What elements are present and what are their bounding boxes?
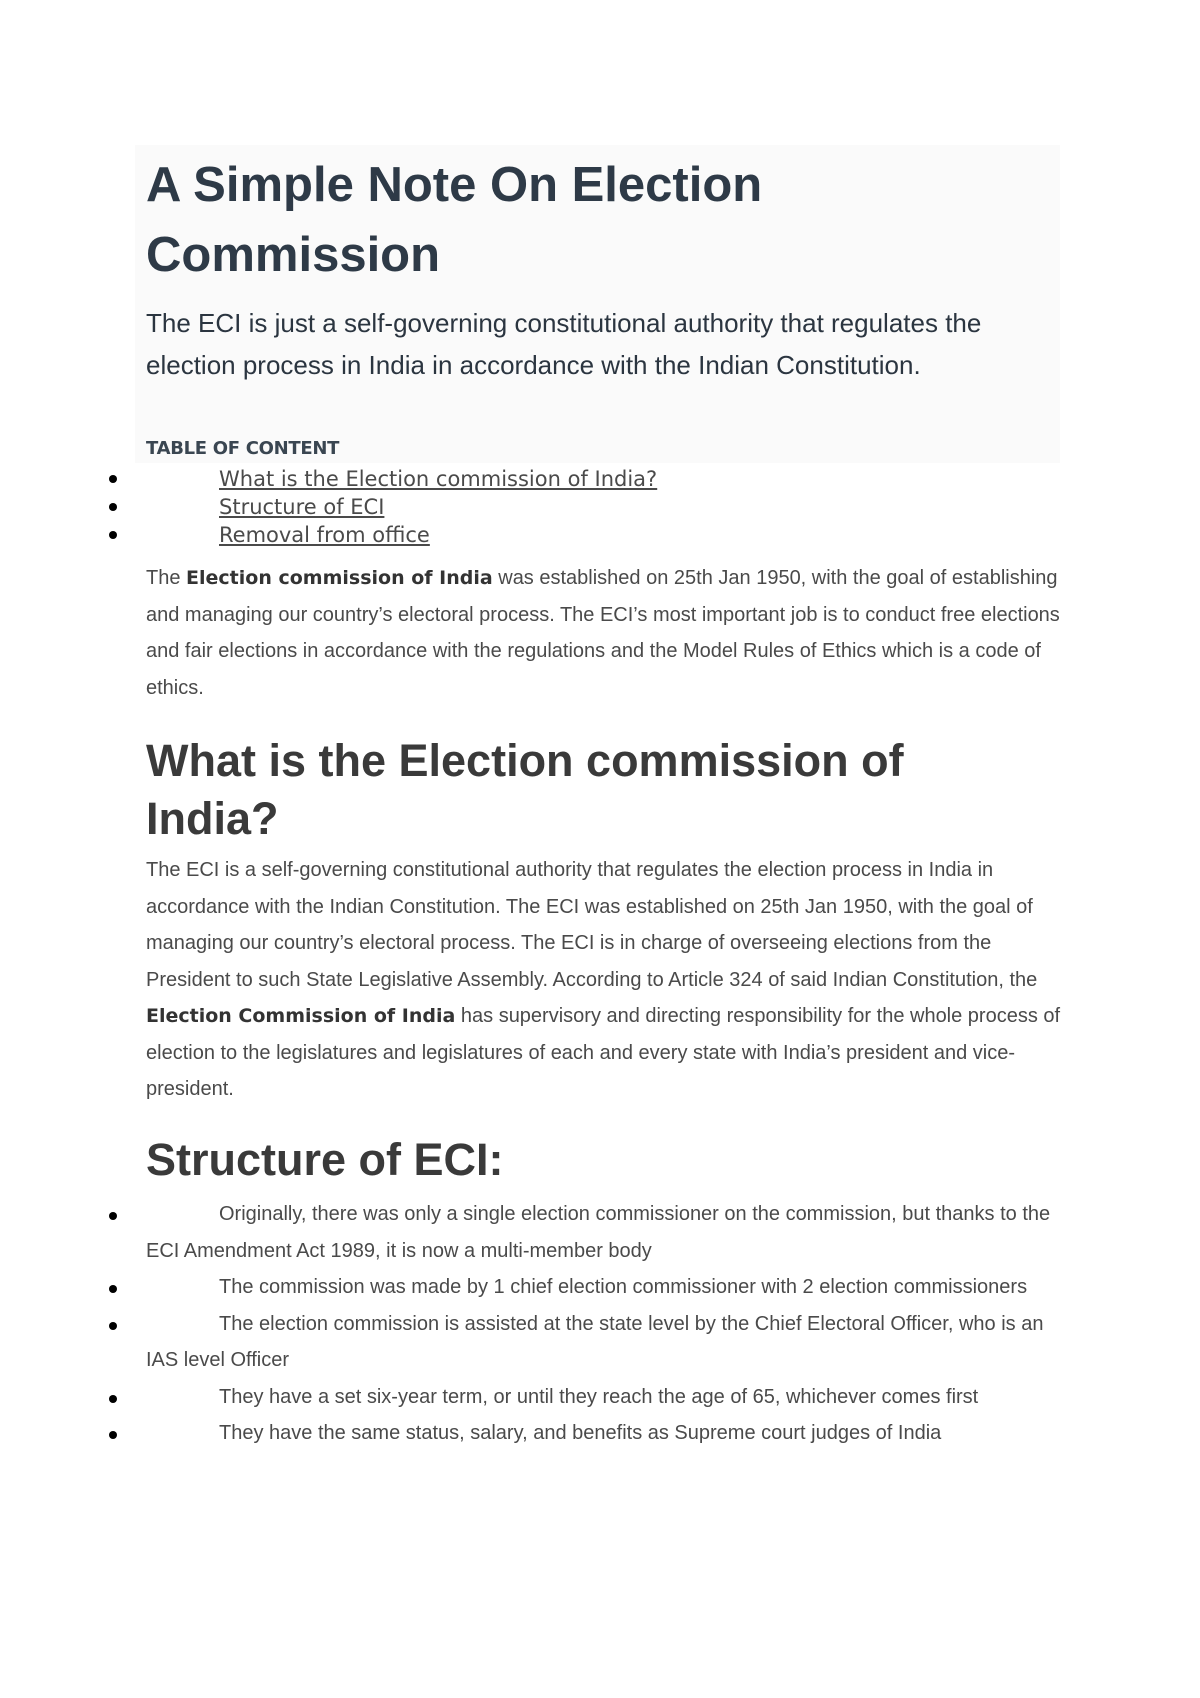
section-heading-what-is-eci: What is the Election commission of India?: [146, 735, 904, 844]
list-item-text: The election commission is assisted at the state level by the Chief Electoral Officer, who is an IAS level Officer: [146, 1312, 1044, 1371]
bullet-icon: [109, 531, 117, 539]
list-item: [0, 1379, 1066, 1416]
what-text-before: The ECI is a self-governing constitutional authority that regulates the election process in India in accordance with the Indian Constitution. The ECI was established on 25th Jan 1950, with the goal of managing our country’s electoral process. The ECI is in charge of overseeing elections from the President to such State Legislative Assembly. According to Article 324 of said Indian Constitution, the: [146, 859, 1038, 991]
what-text-after: has supervisory and directing responsibility for the whole process of election to the legislatures and legislatures of each and every state with India’s president and vice-president.: [146, 1005, 1061, 1100]
lead-paragraph: The ECI is just a self-governing constitutional authority that regulates the election process in India in accordance with the Indian Constitution.: [146, 308, 982, 380]
bullet-icon: [109, 475, 117, 483]
toc-heading: TABLE OF CONTENT: [146, 438, 340, 459]
list-item-text: They have the same status, salary, and benefits as Supreme court judges of India: [219, 1422, 942, 1444]
section-heading-structure: Structure of ECI:: [146, 1134, 504, 1185]
what-bold-term: Election Commission of India: [146, 1005, 456, 1027]
toc-item: [0, 494, 1200, 522]
toc-link-what-is-eci[interactable]: What is the Election commission of India?: [219, 467, 658, 491]
bullet-icon: [109, 1285, 117, 1293]
table-of-contents: [0, 466, 1200, 550]
bullet-icon: [109, 1322, 117, 1330]
intro-text-after: was established on 25th Jan 1950, with the goal of establishing and managing our country’s electoral process. The ECI’s most important job is to conduct free elections and fair elections in accordance with the regulations and the Model Rules of Ethics which is a code of ethics.: [146, 567, 1060, 699]
toc-item: [0, 522, 1200, 550]
list-item: [0, 1306, 1066, 1379]
list-item-text: They have a set six-year term, or until they reach the age of 65, whichever comes first: [219, 1385, 979, 1408]
toc-link-structure[interactable]: Structure of ECI: [219, 495, 385, 519]
structure-list: [0, 1196, 1200, 1452]
bullet-icon: [109, 1395, 117, 1403]
bullet-icon: [109, 1212, 117, 1220]
list-item: [0, 1415, 1066, 1452]
what-is-eci-paragraph: [146, 852, 1066, 1108]
intro-text-before: The: [146, 567, 187, 589]
list-item: [0, 1269, 1066, 1306]
list-item-text: Originally, there was only a single election commissioner on the commission, but thanks to the ECI Amendment Act 1989, it is now a multi-member body: [146, 1203, 1051, 1262]
intro-bold-term: Election commission of India: [186, 567, 493, 589]
page-title: A Simple Note On Election Commission: [146, 158, 763, 282]
list-item: [0, 1196, 1066, 1269]
bullet-icon: [109, 503, 117, 511]
toc-item: [0, 466, 1200, 494]
list-item-text: The commission was made by 1 chief election commissioner with 2 election commissioners: [219, 1276, 1028, 1298]
bullet-icon: [109, 1431, 117, 1439]
intro-paragraph: [146, 560, 1066, 706]
toc-link-removal[interactable]: Removal from office: [219, 523, 430, 547]
